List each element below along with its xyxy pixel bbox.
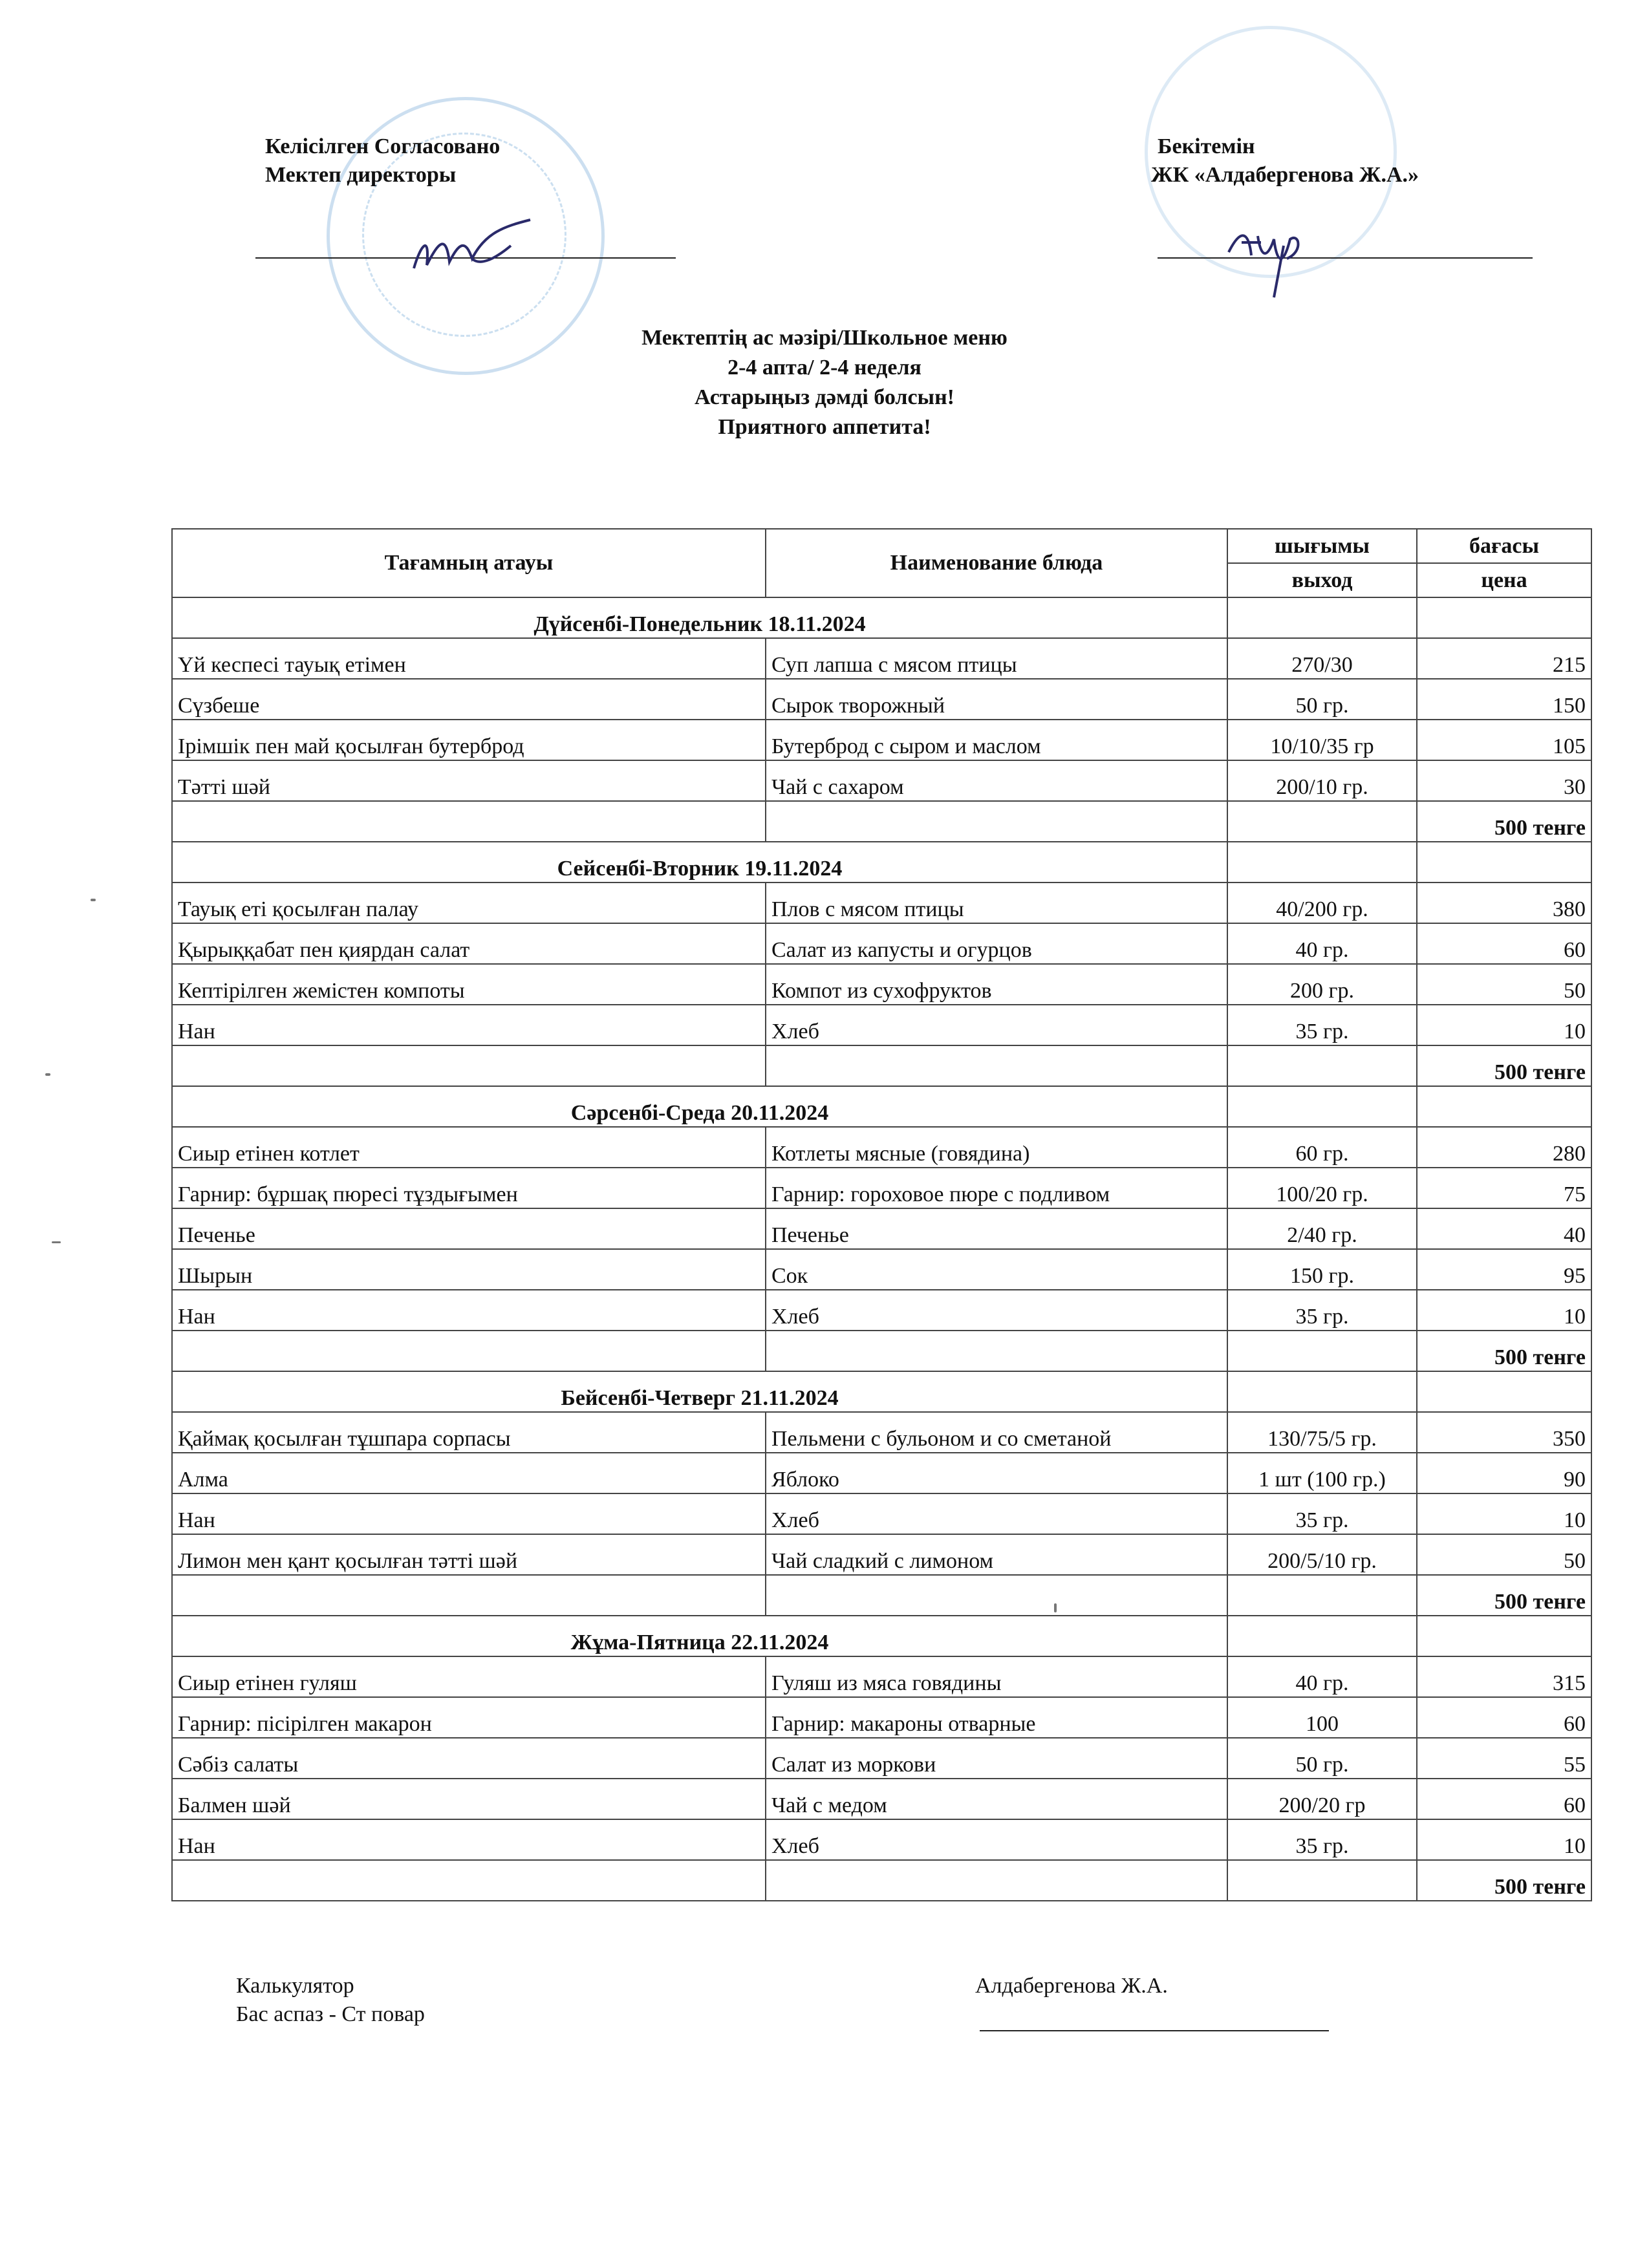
header-yield-ru: выход xyxy=(1227,563,1417,597)
dish-price: 55 xyxy=(1417,1738,1591,1779)
approval-right xyxy=(1151,133,1419,189)
empty-cell xyxy=(1227,597,1417,638)
table-row xyxy=(172,1127,1591,1168)
dish-price: 30 xyxy=(1417,760,1591,801)
empty-cell xyxy=(766,1860,1227,1901)
empty-cell xyxy=(1227,1371,1417,1412)
dish-name-kz: Нан xyxy=(172,1493,766,1534)
dish-yield: 40/200 гр. xyxy=(1227,883,1417,923)
dish-name-kz: Тауық еті қосылған палау xyxy=(172,883,766,923)
footer-signature-line xyxy=(980,2030,1329,2031)
title-line1: Мектептің ас мәзірі/Школьное меню xyxy=(641,326,1008,350)
dish-yield: 35 гр. xyxy=(1227,1290,1417,1331)
day-label: Дүйсенбі-Понедельник 18.11.2024 xyxy=(172,597,1227,638)
empty-cell xyxy=(766,1045,1227,1086)
dish-yield: 1 шт (100 гр.) xyxy=(1227,1453,1417,1493)
dish-name-kz: Қырыққабат пен қиярдан салат xyxy=(172,923,766,964)
approval-left-line2: Мектеп директоры xyxy=(265,163,457,187)
dish-yield: 270/30 xyxy=(1227,638,1417,679)
approval-left xyxy=(265,133,500,189)
table-row xyxy=(172,1453,1591,1493)
empty-cell xyxy=(172,1045,766,1086)
dish-yield: 130/75/5 гр. xyxy=(1227,1412,1417,1453)
empty-cell xyxy=(1417,842,1591,883)
dish-price: 215 xyxy=(1417,638,1591,679)
table-row xyxy=(172,1249,1591,1290)
dish-price: 95 xyxy=(1417,1249,1591,1290)
empty-cell xyxy=(172,1331,766,1371)
dish-name-kz: Нан xyxy=(172,1005,766,1045)
day-row xyxy=(172,597,1591,638)
dish-price: 10 xyxy=(1417,1493,1591,1534)
scan-speck xyxy=(1054,1603,1057,1612)
dish-name-kz: Балмен шәй xyxy=(172,1779,766,1819)
empty-cell xyxy=(1227,1616,1417,1656)
day-row xyxy=(172,842,1591,883)
dish-name-ru: Хлеб xyxy=(766,1290,1227,1331)
dish-price: 50 xyxy=(1417,1534,1591,1575)
dish-name-kz: Үй кеспесі тауық етімен xyxy=(172,638,766,679)
table-row xyxy=(172,760,1591,801)
dish-price: 60 xyxy=(1417,1697,1591,1738)
dish-name-kz: Гарнир: пісірілген макарон xyxy=(172,1697,766,1738)
dish-name-ru: Салат из моркови xyxy=(766,1738,1227,1779)
footer-left xyxy=(236,1972,425,2029)
header-yield-kz: шығымы xyxy=(1227,529,1417,563)
approval-right-signature-line xyxy=(1158,257,1533,259)
scan-speck xyxy=(45,1073,50,1076)
day-total: 500 тенге xyxy=(1417,1860,1591,1901)
dish-price: 350 xyxy=(1417,1412,1591,1453)
dish-name-kz: Алма xyxy=(172,1453,766,1493)
day-label: Сәрсенбі-Среда 20.11.2024 xyxy=(172,1086,1227,1127)
dish-name-ru: Салат из капусты и огурцов xyxy=(766,923,1227,964)
header-name-kz: Тағамның атауы xyxy=(172,529,766,597)
approver-signature xyxy=(1222,207,1319,310)
table-row xyxy=(172,638,1591,679)
dish-yield: 35 гр. xyxy=(1227,1819,1417,1860)
day-total: 500 тенге xyxy=(1417,1045,1591,1086)
table-row xyxy=(172,1290,1591,1331)
total-row xyxy=(172,801,1591,842)
dish-yield: 60 гр. xyxy=(1227,1127,1417,1168)
dish-price: 380 xyxy=(1417,883,1591,923)
table-row xyxy=(172,1005,1591,1045)
empty-cell xyxy=(1227,1086,1417,1127)
dish-price: 40 xyxy=(1417,1208,1591,1249)
table-row xyxy=(172,1412,1591,1453)
day-label: Сейсенбі-Вторник 19.11.2024 xyxy=(172,842,1227,883)
dish-name-kz: Нан xyxy=(172,1819,766,1860)
dish-name-kz: Нан xyxy=(172,1290,766,1331)
dish-name-kz: Кептірілген жемістен компоты xyxy=(172,964,766,1005)
dish-price: 10 xyxy=(1417,1290,1591,1331)
dish-name-ru: Компот из сухофруктов xyxy=(766,964,1227,1005)
empty-cell xyxy=(766,801,1227,842)
title-line3: Астарыңыз дәмді болсын! xyxy=(695,385,954,409)
dish-name-ru: Чай сладкий с лимоном xyxy=(766,1534,1227,1575)
empty-cell xyxy=(172,801,766,842)
dish-yield: 40 гр. xyxy=(1227,923,1417,964)
dish-name-ru: Бутерброд с сыром и маслом xyxy=(766,720,1227,760)
dish-yield: 200/20 гр xyxy=(1227,1779,1417,1819)
dish-name-kz: Тәтті шәй xyxy=(172,760,766,801)
dish-name-kz: Гарнир: бұршақ пюресі тұздығымен xyxy=(172,1168,766,1208)
dish-price: 90 xyxy=(1417,1453,1591,1493)
dish-name-kz: Сиыр етінен котлет xyxy=(172,1127,766,1168)
menu-table-body xyxy=(172,529,1591,1901)
footer-chef: Бас аспаз - Ст повар xyxy=(236,2002,425,2026)
day-label: Жұма-Пятница 22.11.2024 xyxy=(172,1616,1227,1656)
dish-yield: 2/40 гр. xyxy=(1227,1208,1417,1249)
empty-cell xyxy=(1417,597,1591,638)
scan-speck xyxy=(91,899,96,901)
day-total: 500 тенге xyxy=(1417,1575,1591,1616)
dish-yield: 40 гр. xyxy=(1227,1656,1417,1697)
scan-speck xyxy=(52,1241,61,1243)
dish-name-ru: Пельмени с бульоном и со сметаной xyxy=(766,1412,1227,1453)
dish-price: 60 xyxy=(1417,1779,1591,1819)
empty-cell xyxy=(766,1575,1227,1616)
dish-yield: 100/20 гр. xyxy=(1227,1168,1417,1208)
dish-yield: 150 гр. xyxy=(1227,1249,1417,1290)
table-row xyxy=(172,923,1591,964)
total-row xyxy=(172,1575,1591,1616)
dish-name-kz: Сиыр етінен гуляш xyxy=(172,1656,766,1697)
empty-cell xyxy=(1227,1331,1417,1371)
table-row xyxy=(172,1819,1591,1860)
dish-name-ru: Хлеб xyxy=(766,1819,1227,1860)
dish-name-kz: Сәбіз салаты xyxy=(172,1738,766,1779)
footer-calculator: Калькулятор xyxy=(236,1974,354,1998)
dish-name-ru: Гарнир: гороховое пюре с подливом xyxy=(766,1168,1227,1208)
table-row xyxy=(172,720,1591,760)
day-row xyxy=(172,1371,1591,1412)
dish-price: 60 xyxy=(1417,923,1591,964)
dish-name-kz: Қаймақ қосылған тұшпара сорпасы xyxy=(172,1412,766,1453)
title-line2: 2-4 апта/ 2-4 неделя xyxy=(727,356,921,380)
empty-cell xyxy=(172,1575,766,1616)
empty-cell xyxy=(766,1331,1227,1371)
dish-name-kz: Сүзбеше xyxy=(172,679,766,720)
dish-yield: 200/5/10 гр. xyxy=(1227,1534,1417,1575)
total-row xyxy=(172,1045,1591,1086)
dish-yield: 35 гр. xyxy=(1227,1493,1417,1534)
dish-yield: 50 гр. xyxy=(1227,679,1417,720)
empty-cell xyxy=(1227,1045,1417,1086)
empty-cell xyxy=(1417,1086,1591,1127)
dish-name-kz: Шырын xyxy=(172,1249,766,1290)
dish-name-kz: Лимон мен қант қосылған тәтті шәй xyxy=(172,1534,766,1575)
menu-title xyxy=(0,323,1649,442)
director-signature xyxy=(401,207,556,284)
table-row xyxy=(172,1208,1591,1249)
footer-right-name: Алдабергенова Ж.А. xyxy=(975,1974,1168,1998)
dish-name-ru: Сырок творожный xyxy=(766,679,1227,720)
title-line4: Приятного аппетита! xyxy=(718,415,931,439)
table-row xyxy=(172,1779,1591,1819)
dish-name-ru: Хлеб xyxy=(766,1005,1227,1045)
dish-name-ru: Чай с медом xyxy=(766,1779,1227,1819)
header-price-kz: бағасы xyxy=(1417,529,1591,563)
total-row xyxy=(172,1860,1591,1901)
empty-cell xyxy=(1227,801,1417,842)
table-header-row xyxy=(172,529,1591,563)
day-total: 500 тенге xyxy=(1417,1331,1591,1371)
approval-left-line1: Келісілген Согласовано xyxy=(265,134,501,158)
empty-cell xyxy=(1227,842,1417,883)
empty-cell xyxy=(1417,1616,1591,1656)
empty-cell xyxy=(1417,1371,1591,1412)
dish-name-ru: Сок xyxy=(766,1249,1227,1290)
dish-name-ru: Котлеты мясные (говядина) xyxy=(766,1127,1227,1168)
header-price-ru: цена xyxy=(1417,563,1591,597)
dish-name-ru: Плов с мясом птицы xyxy=(766,883,1227,923)
empty-cell xyxy=(1227,1860,1417,1901)
dish-yield: 10/10/35 гр xyxy=(1227,720,1417,760)
dish-name-ru: Гарнир: макароны отварные xyxy=(766,1697,1227,1738)
day-total: 500 тенге xyxy=(1417,801,1591,842)
dish-name-kz: Ірімшік пен май қосылған бутерброд xyxy=(172,720,766,760)
table-row xyxy=(172,1697,1591,1738)
table-row xyxy=(172,1493,1591,1534)
dish-price: 10 xyxy=(1417,1005,1591,1045)
total-row xyxy=(172,1331,1591,1371)
dish-price: 50 xyxy=(1417,964,1591,1005)
dish-name-kz: Печенье xyxy=(172,1208,766,1249)
table-row xyxy=(172,964,1591,1005)
empty-cell xyxy=(172,1860,766,1901)
table-row xyxy=(172,1534,1591,1575)
dish-price: 280 xyxy=(1417,1127,1591,1168)
dish-yield: 50 гр. xyxy=(1227,1738,1417,1779)
approval-right-line2: ЖК «Алдабергенова Ж.А.» xyxy=(1151,163,1419,187)
table-row xyxy=(172,1168,1591,1208)
table-row xyxy=(172,1656,1591,1697)
dish-name-ru: Хлеб xyxy=(766,1493,1227,1534)
dish-name-ru: Яблоко xyxy=(766,1453,1227,1493)
table-row xyxy=(172,883,1591,923)
menu-table xyxy=(171,528,1592,1901)
header-name-ru: Наименование блюда xyxy=(766,529,1227,597)
dish-name-ru: Гуляш из мяса говядины xyxy=(766,1656,1227,1697)
table-row xyxy=(172,1738,1591,1779)
dish-name-ru: Печенье xyxy=(766,1208,1227,1249)
day-row xyxy=(172,1616,1591,1656)
dish-price: 105 xyxy=(1417,720,1591,760)
dish-yield: 100 xyxy=(1227,1697,1417,1738)
dish-yield: 200/10 гр. xyxy=(1227,760,1417,801)
empty-cell xyxy=(1227,1575,1417,1616)
day-label: Бейсенбі-Четверг 21.11.2024 xyxy=(172,1371,1227,1412)
dish-yield: 35 гр. xyxy=(1227,1005,1417,1045)
dish-price: 315 xyxy=(1417,1656,1591,1697)
dish-price: 10 xyxy=(1417,1819,1591,1860)
dish-yield: 200 гр. xyxy=(1227,964,1417,1005)
dish-name-ru: Чай с сахаром xyxy=(766,760,1227,801)
dish-price: 75 xyxy=(1417,1168,1591,1208)
day-row xyxy=(172,1086,1591,1127)
table-row xyxy=(172,679,1591,720)
approval-right-line1: Бекітемін xyxy=(1158,134,1255,158)
dish-name-ru: Суп лапша с мясом птицы xyxy=(766,638,1227,679)
dish-price: 150 xyxy=(1417,679,1591,720)
